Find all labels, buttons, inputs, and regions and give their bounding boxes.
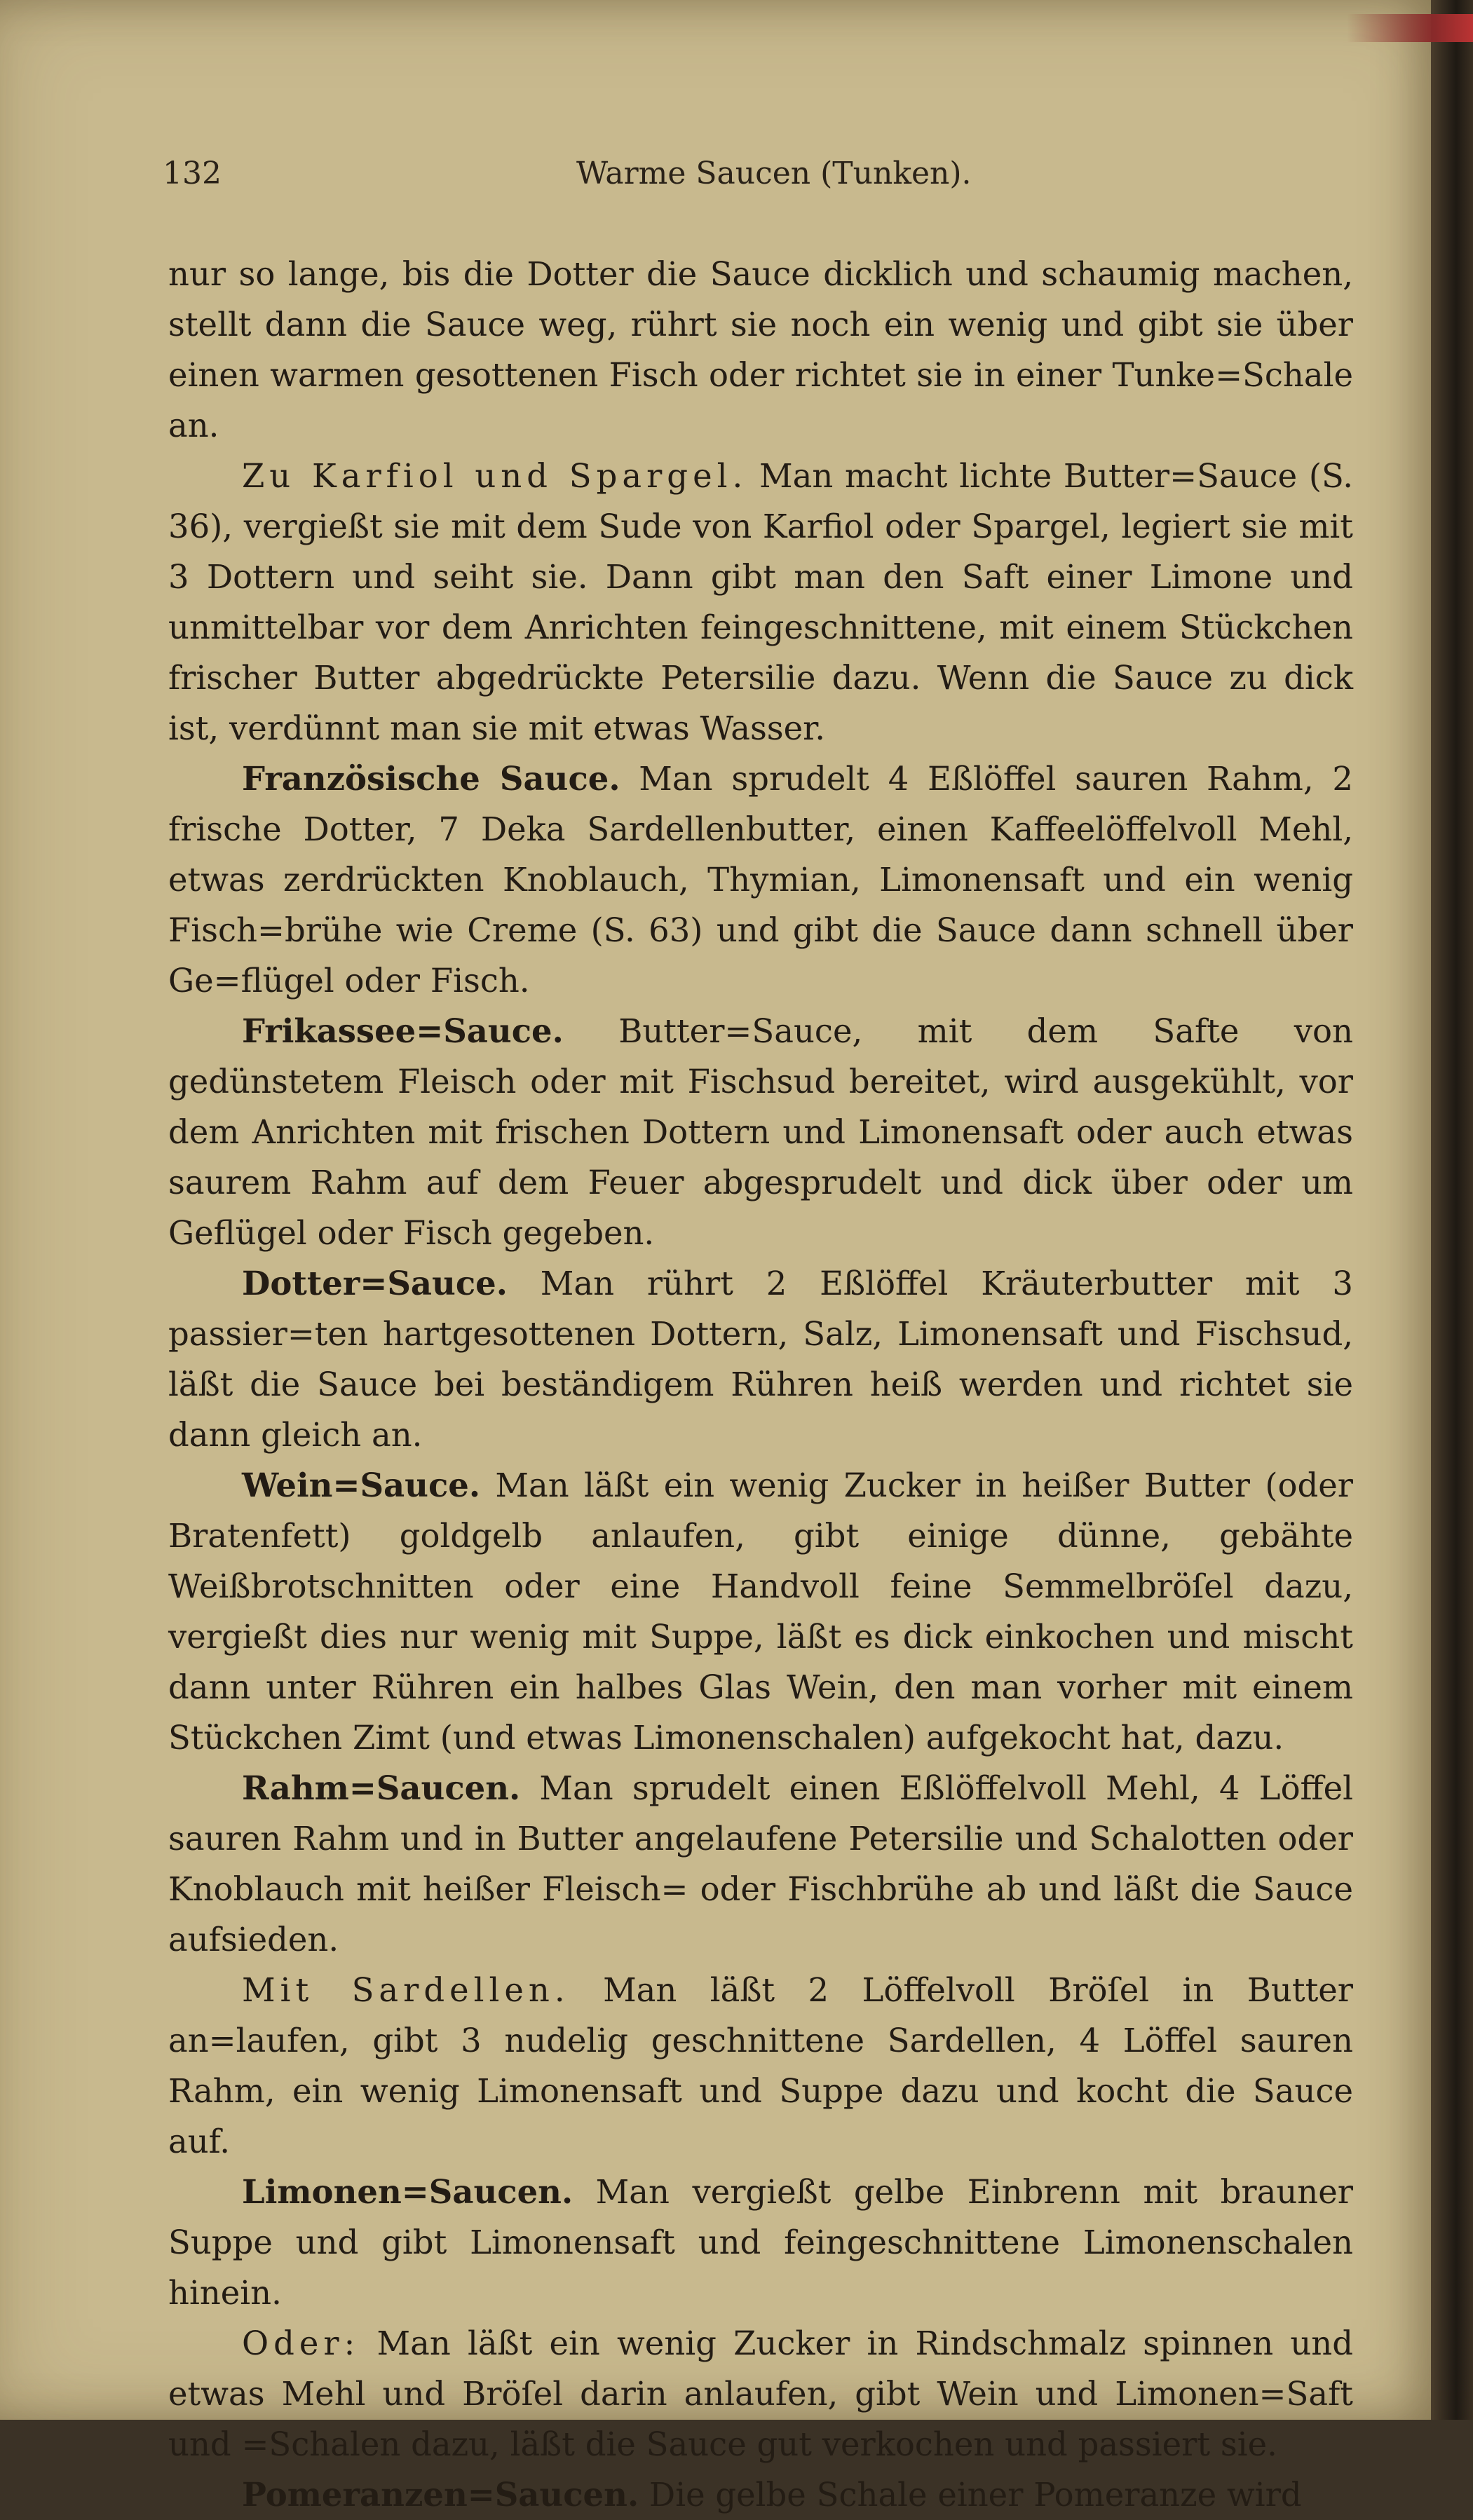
color-calibration-strip xyxy=(1347,14,1473,42)
paragraph-text: Man läßt 2 Löffelvoll Bröſel in Butter an=laufen, gibt 3 nudelig geschnittene Sardellen, 4 Löffel sauren Rahm, ein wenig Limonensaft und Suppe dazu und kocht die Sauce auf. xyxy=(168,1971,1354,2160)
recipe-heading: Zu Karfiol und Spargel. xyxy=(242,457,748,495)
paragraph-text: Man macht lichte Butter=Sauce (S. 36), vergießt sie mit dem Sude von Karfiol oder Spargel, legiert sie mit 3 Dottern und seiht sie. Dann gibt man den Saft einer Limone und unmittelbar vor dem Anrichten feingeschnittene, mit einem Stückchen frischer Butter abgedrückte Petersilie dazu. Wenn die Sauce zu dick ist, verdünnt man sie mit etwas Wasser. xyxy=(168,457,1354,747)
running-title: Warme Saucen (Tunken). xyxy=(576,156,972,191)
recipe-heading: Rahm=Saucen. xyxy=(242,1769,521,1807)
paragraph-text: Man sprudelt 4 Eßlöffel sauren Rahm, 2 frische Dotter, 7 Deka Sardellenbutter, einen Kaffeelöffelvoll Mehl, etwas zerdrückten Knoblauch, Thymian, Limonensaft und ein wenig Fisch=brühe wie Creme (S. 63) und gibt die Sauce dann schnell über Ge=flügel oder Fisch. xyxy=(168,760,1354,1000)
paragraph-text: Butter=Sauce, mit dem Safte von gedünstetem Fleisch oder mit Fischsud bereitet, wird ausgekühlt, vor dem Anrichten mit frischen Dottern und Limonensaft oder auch etwas saurem Rahm auf dem Feuer abgesprudelt und dick über oder um Geflügel oder Fisch gegeben. xyxy=(168,1012,1353,1252)
paragraph-text: Man rührt 2 Eßlöffel Kräuterbutter mit 3 passier=ten hartgesottenen Dottern, Salz, Limonensaft und Fischsud, läßt die Sauce bei beständigem Rühren heiß werden und richtet sie dann gleich an. xyxy=(168,1265,1353,1454)
paragraph-text: nur so lange, bis die Dotter die Sauce dicklich und schaumig machen, stellt dann die Sauce weg, rührt sie noch ein wenig und gibt sie über einen warmen gesottenen Fisch oder richtet sie in einer Tunke=Schale an. xyxy=(168,255,1353,444)
recipe-heading: Mit Sardellen. xyxy=(242,1971,570,2009)
paragraph xyxy=(168,2318,1353,2470)
page-number: 132 xyxy=(163,156,222,191)
paragraph xyxy=(168,1763,1353,1965)
paragraph xyxy=(168,754,1353,1006)
page-header xyxy=(163,156,1369,205)
recipe-heading: Wein=Sauce. xyxy=(242,1466,481,1504)
recipe-heading: Limonen=Saucen. xyxy=(242,2172,573,2211)
paragraph xyxy=(168,451,1353,754)
paragraph xyxy=(168,2470,1353,2520)
paragraph xyxy=(168,1965,1353,2167)
recipe-heading: Französische Sauce. xyxy=(242,759,620,798)
paragraph-text: Man sprudelt einen Eßlöffelvoll Mehl, 4 Löffel sauren Rahm und in Butter angelaufene Petersilie und Schalotten oder Knoblauch mit heißer Fleisch= oder Fischbrühe ab und läßt die Sauce aufsieden. xyxy=(168,1769,1353,1959)
paragraph-text: Man läßt ein wenig Zucker in Rindschmalz spinnen und etwas Mehl und Bröſel darin anlaufen, gibt Wein und Limonen=Saft und =Schalen dazu, läßt die Sauce gut verkochen und passiert sie. xyxy=(168,2324,1354,2463)
recipe-heading: Pomeranzen=Saucen. xyxy=(242,2475,639,2514)
book-spine xyxy=(1431,0,1473,2420)
paragraph-text: Die gelbe Schale einer Pomeranze wird xyxy=(649,2476,1302,2514)
paragraph-text: Man vergießt gelbe Einbrenn mit brauner Suppe und gibt Limonensaft und feingeschnittene Limonenschalen hinein. xyxy=(168,2173,1353,2312)
recipe-heading: Dotter=Sauce. xyxy=(242,1264,508,1302)
paragraph xyxy=(168,1460,1353,1763)
paragraph xyxy=(168,249,1353,451)
paragraph xyxy=(168,1006,1353,1258)
paragraph xyxy=(168,1258,1353,1460)
body-text xyxy=(168,249,1353,2520)
paragraph-text: Man läßt ein wenig Zucker in heißer Butter (oder Bratenfett) goldgelb anlaufen, gibt einige dünne, gebähte Weißbrotschnitten oder eine Handvoll feine Semmelbröſel dazu, vergießt dies nur wenig mit Suppe, läßt es dick einkochen und mischt dann unter Rühren ein halbes Glas Wein, den man vorher mit einem Stückchen Zimt (und etwas Limonenschalen) aufgekocht hat, dazu. xyxy=(168,1466,1354,1757)
paragraph xyxy=(168,2167,1353,2318)
recipe-heading: Frikassee=Sauce. xyxy=(242,1012,564,1050)
recipe-heading: Oder: xyxy=(242,2324,360,2362)
